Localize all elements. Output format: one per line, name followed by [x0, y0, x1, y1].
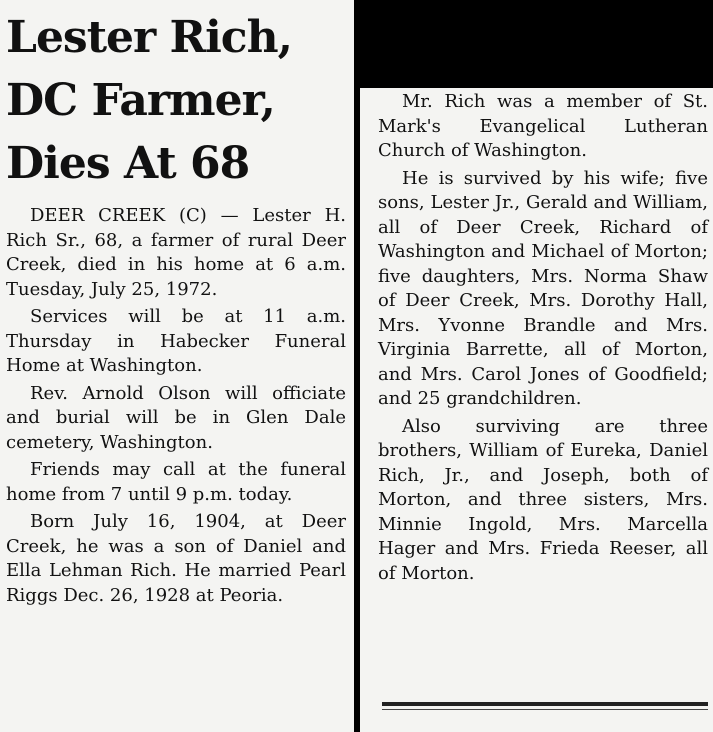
- end-rule: [382, 702, 708, 706]
- headline-line-2: DC Farmer,: [6, 75, 275, 126]
- paragraph-survivors: He is survived by his wife; five sons, Lester Jr., Gerald and William, all of Deer Creek, Richard of Washington and Michael of Morton; five daughters, Mrs. Norma Shaw of Deer Creek, Mrs. Dorothy Hall, Mrs. Yvonne Brandle and Mrs. Virginia Barrette, all of Morton, and Mrs. Carol Jones of Goodfield; and 25 grandchildren.: [378, 167, 708, 409]
- headline-line-1: Lester Rich,: [6, 12, 292, 63]
- headline: [6, 6, 351, 195]
- article-body-left: [6, 204, 346, 611]
- paragraph-church: Mr. Rich was a member of St. Mark's Evangelical Lutheran Church of Washington.: [378, 91, 708, 161]
- paragraph-services: Services will be at 11 a.m. Thursday in Habecker Funeral Home at Washington.: [6, 306, 346, 376]
- headline-line-3: Dies At 68: [6, 138, 250, 189]
- paragraph-birth: Born July 16, 1904, at Deer Creek, he was a son of Daniel and Ella Lehman Rich. He married Pearl Riggs Dec. 26, 1928 at Peoria.: [6, 511, 346, 606]
- end-rule-thin: [382, 709, 708, 710]
- paragraph-visitation: Friends may call at the funeral home from 7 until 9 p.m. today.: [6, 459, 346, 505]
- paragraph-dateline: DEER CREEK (C) — Lester H. Rich Sr., 68, a farmer of rural Deer Creek, died in his home at 6 a.m. Tuesday, July 25, 1972.: [6, 205, 346, 300]
- paragraph-siblings: Also surviving are three brothers, William of Eureka, Daniel Rich, Jr., and Joseph, both of Morton, and three sisters, Mrs. Minnie Ingold, Mrs. Marcella Hager and Mrs. Frieda Reeser, all of Morton.: [378, 415, 708, 584]
- scan-background: [354, 0, 713, 88]
- paragraph-officiate: Rev. Arnold Olson will officiate and burial will be in Glen Dale cemetery, Washington.: [6, 382, 346, 453]
- article-body-right: [378, 90, 708, 589]
